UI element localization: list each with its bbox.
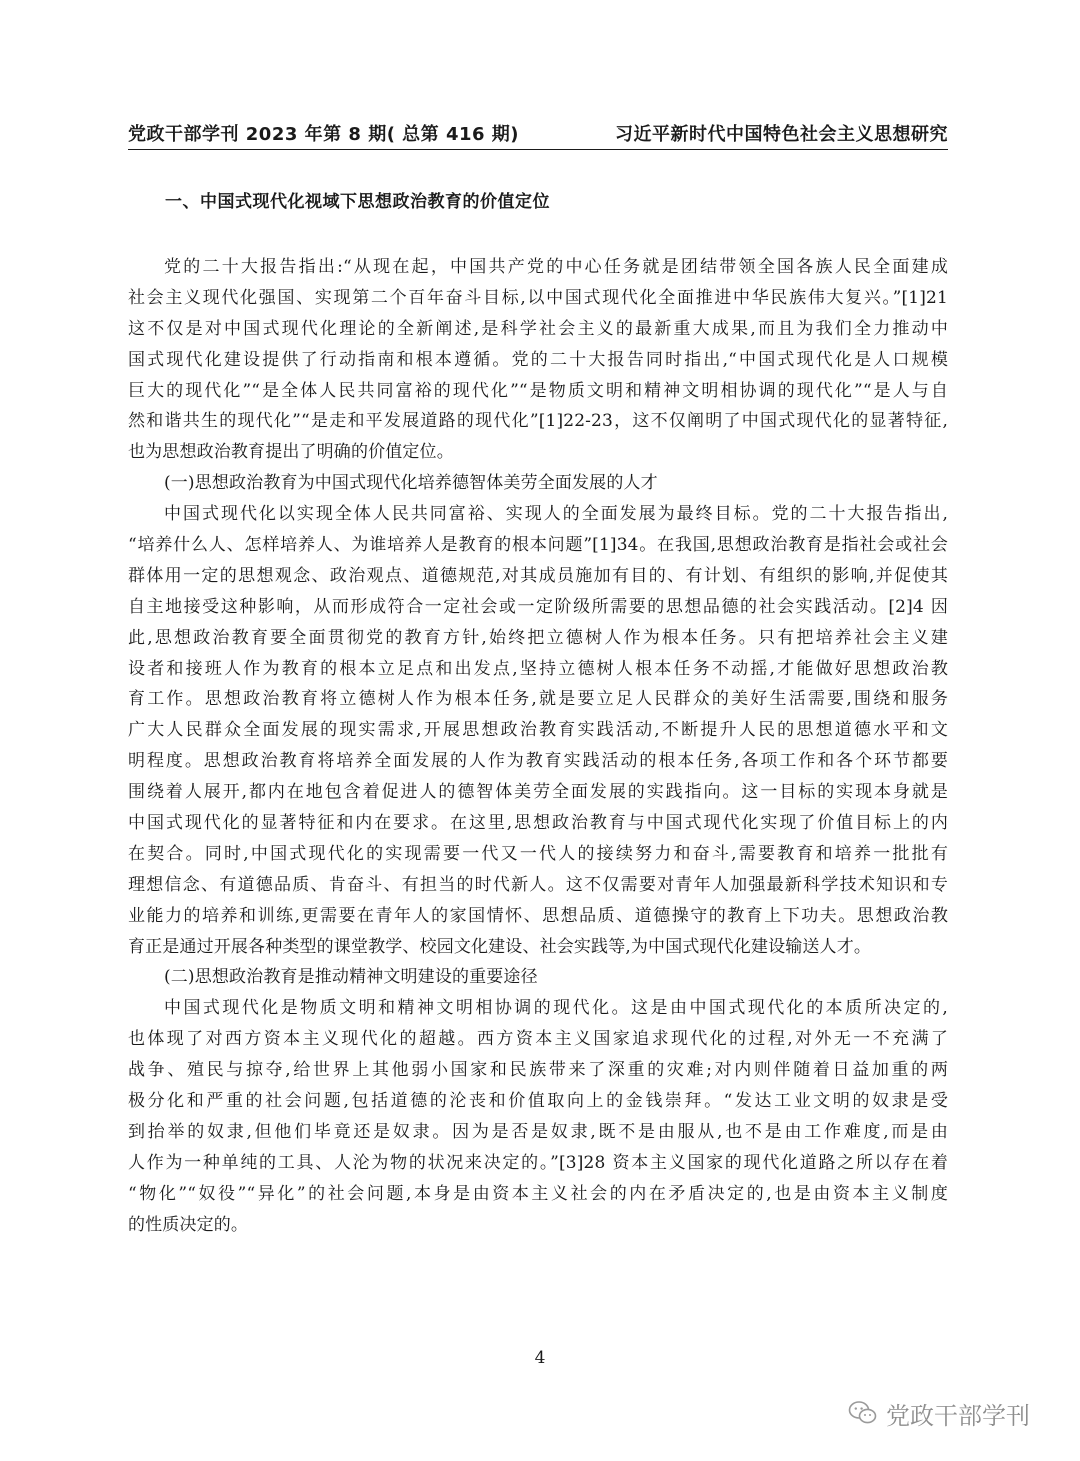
- text-line: 到抬举的奴隶,但他们毕竟还是奴隶。因为是否是奴隶,既不是由服从,也不是由工作难度,而是由: [128, 1121, 948, 1142]
- text-line: 明程度。思想政治教育将培养全面发展的人作为教育实践活动的根本任务,各项工作和各个环节都要: [128, 751, 948, 772]
- watermark-text: 党政干部学刊: [886, 1401, 1030, 1430]
- wechat-icon: [848, 1400, 878, 1426]
- text-line: 群体用一定的思想观念、政治观点、道德规范,对其成员施加有目的、有计划、有组织的影响,并促使其: [128, 565, 948, 586]
- text-line: “物化”“奴役”“异化”的社会问题,本身是由资本主义社会的内在矛盾决定的,也是由资本主义制度: [128, 1183, 948, 1204]
- text-line: 然和谐共生的现代化”“是走和平发展道路的现代化”[1]22-23，这不仅阐明了中国式现代化的显著特征,: [128, 411, 948, 432]
- text-line: 人作为一种单纯的工具、人沦为物的状况来决定的。”[3]28 资本主义国家的现代化道路之所以存在着: [128, 1152, 948, 1173]
- header-rule: [128, 149, 948, 150]
- text-line: 围绕着人展开,都内在地包含着促进人的德智体美劳全面发展的实践指向。这一目标的实现本身就是: [128, 782, 948, 803]
- text-line: 育工作。思想政治教育将立德树人作为根本任务,就是要立足人民群众的美好生活需要,围绕和服务: [128, 689, 948, 710]
- subsection-heading: (一)思想政治教育为中国式现代化培养德智体美劳全面发展的人才: [164, 473, 658, 494]
- text-line: 的性质决定的。: [128, 1214, 249, 1235]
- text-line: 社会主义现代化强国、实现第二个百年奋斗目标,以中国式现代化全面推进中华民族伟大复兴。”[1]21: [128, 287, 948, 308]
- text-line: “培养什么人、怎样培养人、为谁培养人是教育的根本问题”[1]34。在我国,思想政治教育是指社会或社会: [128, 535, 948, 556]
- journal-issue: 党政干部学刊 2023 年第 8 期( 总第 416 期): [128, 124, 520, 145]
- text-line: 巨大的现代化”“是全体人民共同富裕的现代化”“是物质文明和精神文明相协调的现代化”“是人与自: [128, 380, 948, 401]
- text-line: 业能力的培养和训练,更需要在青年人的家国情怀、思想品质、道德操守的教育上下功夫。思想政治教: [128, 905, 948, 926]
- subsection-heading: (二)思想政治教育是推动精神文明建设的重要途径: [164, 967, 538, 988]
- section-title: 一、中国式现代化视域下思想政治教育的价值定位: [165, 192, 550, 212]
- text-line: 设者和接班人作为教育的根本立足点和出发点,坚持立德树人根本任务不动摇,才能做好思想政治教: [128, 658, 948, 679]
- text-line: 党的二十大报告指出:“从现在起，中国共产党的中心任务就是团结带领全国各族人民全面建成: [164, 257, 948, 277]
- text-line: 这不仅是对中国式现代化理论的全新阐述,是科学社会主义的最新重大成果,而且为我们全力推动中: [128, 318, 948, 339]
- page-number: 4: [534, 1348, 546, 1368]
- body-text: [128, 252, 948, 1241]
- text-line: 中国式现代化以实现全体人民共同富裕、实现人的全面发展为最终目标。党的二十大报告指出,: [164, 504, 948, 525]
- text-line: 在契合。同时,中国式现代化的实现需要一代又一代人的接续努力和奋斗,需要教育和培养一批批有: [128, 843, 948, 864]
- wechat-watermark: [848, 1396, 1030, 1430]
- text-line: 广大人民群众全面发展的现实需求,开展思想政治教育实践活动,不断提升人民的思想道德水平和文: [128, 720, 948, 741]
- text-line: 也为思想政治教育提出了明确的价值定位。: [128, 442, 454, 463]
- text-line: 战争、殖民与掠夺,给世界上其他弱小国家和民族带来了深重的灾难;对内则伴随着日益加重的两: [128, 1060, 948, 1081]
- text-line: 极分化和严重的社会问题,包括道德的沦丧和价值取向上的金钱崇拜。“发达工业文明的奴隶是受: [128, 1091, 948, 1112]
- text-line: 国式现代化建设提供了行动指南和根本遵循。党的二十大报告同时指出,“中国式现代化是人口规模: [128, 349, 948, 370]
- running-header: [128, 118, 948, 146]
- text-line: 自主地接受这种影响，从而形成符合一定社会或一定阶级所需要的思想品德的社会实践活动。[2]4 因: [128, 596, 948, 617]
- text-line: 中国式现代化是物质文明和精神文明相协调的现代化。这是由中国式现代化的本质所决定的,: [164, 998, 948, 1019]
- text-line: 中国式现代化的显著特征和内在要求。在这里,思想政治教育与中国式现代化实现了价值目标上的内: [128, 813, 948, 834]
- text-line: 理想信念、有道德品质、肯奋斗、有担当的时代新人。这不仅需要对青年人加强最新科学技术知识和专: [128, 874, 948, 895]
- text-line: 育正是通过开展各种类型的课堂教学、校园文化建设、社会实践等,为中国式现代化建设输送人才。: [128, 936, 872, 957]
- text-line: 此,思想政治教育要全面贯彻党的教育方针,始终把立德树人作为根本任务。只有把培养社会主义建: [128, 627, 948, 648]
- text-line: 也体现了对西方资本主义现代化的超越。西方资本主义国家追求现代化的过程,对外无一不充满了: [128, 1029, 948, 1050]
- column-title: 习近平新时代中国特色社会主义思想研究: [615, 124, 948, 145]
